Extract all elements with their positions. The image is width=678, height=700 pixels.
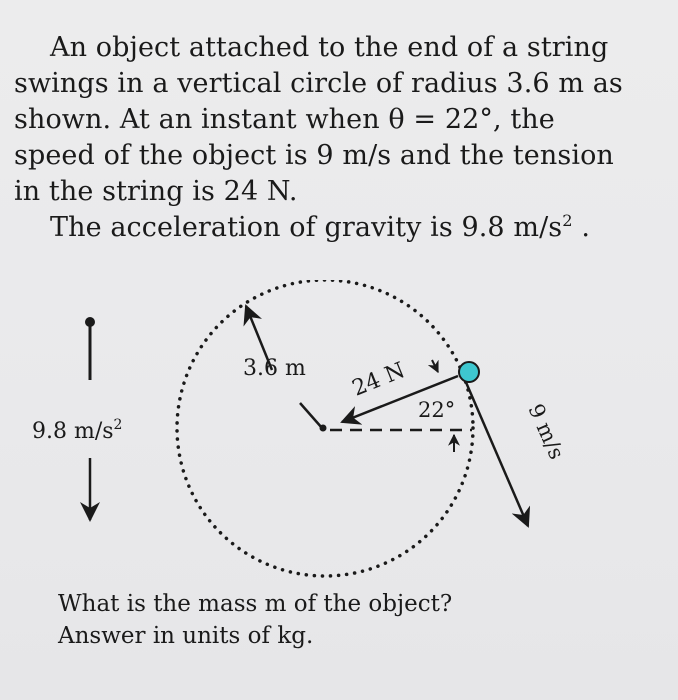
radius-leader — [300, 403, 322, 428]
answer-units-line: Answer in units of kg. — [58, 623, 314, 649]
velocity-arrow — [465, 380, 528, 526]
gravity-statement: The acceleration of gravity is 9.8 m/s — [50, 212, 563, 243]
tension-label: 24 N — [348, 358, 409, 402]
angle-top-arrow — [432, 360, 438, 372]
velocity-indicator — [465, 380, 569, 526]
problem-paragraph-1: An object attached to the end of a string swings in a vertical circle of radius 3.6 m as shown. At an instant when θ = 22°, the speed of the object is 9 m/s and the tension in the string is 24 N. — [14, 32, 623, 207]
radius-label: 3.6 m — [243, 356, 306, 381]
gravity-indicator — [32, 317, 122, 520]
question-block — [58, 588, 618, 652]
velocity-label: 9 m/s — [523, 400, 569, 463]
gravity-statement-exponent: 2 — [562, 211, 573, 230]
radius-indicator — [243, 306, 322, 428]
gravity-statement-end: . — [572, 212, 591, 243]
circle-center — [320, 425, 327, 432]
question-line: What is the mass m of the object? — [58, 591, 453, 617]
gravity-label: 9.8 $m/s^2$ — [32, 417, 123, 444]
vertical-circle-figure — [0, 280, 678, 580]
object-ball — [459, 362, 479, 382]
problem-statement — [14, 30, 642, 246]
problem-paragraph-2 — [14, 210, 642, 246]
angle-label: 22° — [418, 398, 456, 422]
